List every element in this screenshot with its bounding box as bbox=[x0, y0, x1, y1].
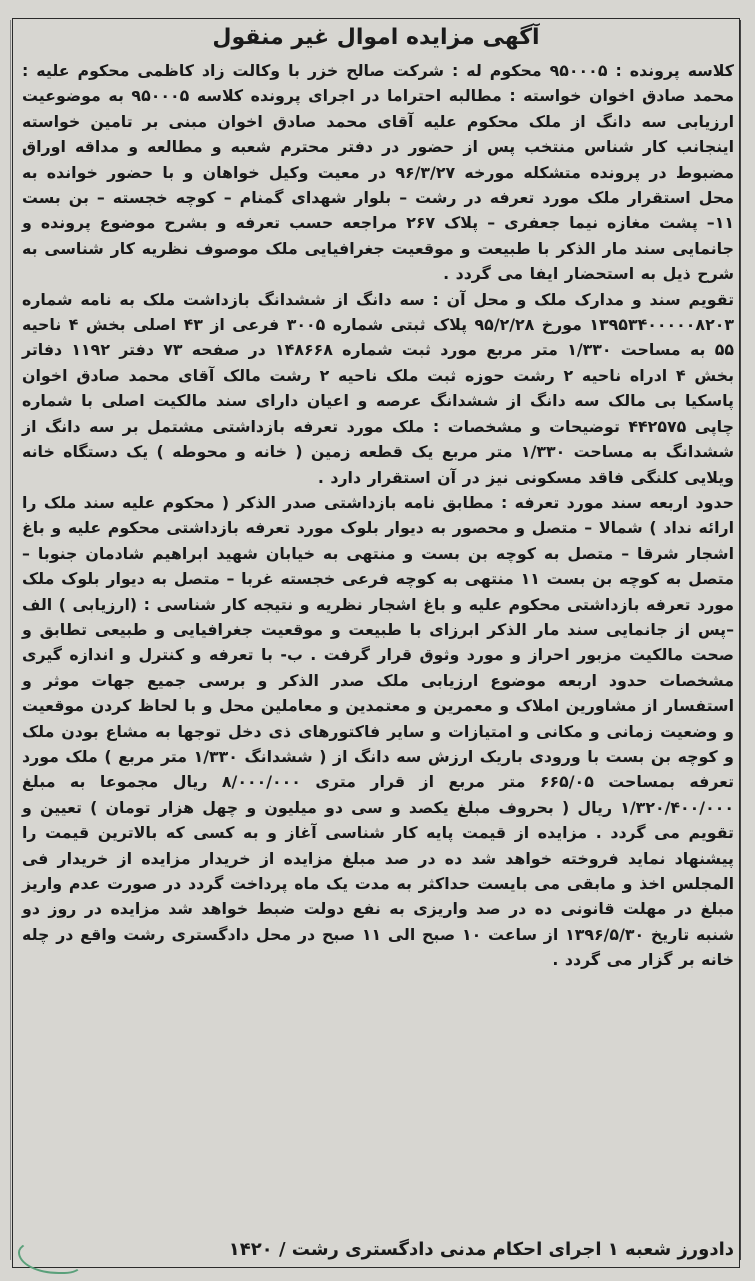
ink-mark bbox=[18, 1240, 82, 1274]
notice-paragraph-3: حدود اربعه سند مورد تعرفه : مطابق نامه بازداشتی صدر الذکر ( محکوم علیه سند ملک را ارائه نداد ) شمالا – متصل و محصور به دیوار بلوک مورد تعرفه بازداشتی محکوم علیه و باغ اشجار شرقا – متصل به کوچه بن بست و منتهی به خیابان شهید ابراهیم شادمان جنوبا – متصل به کوچه بن بست ۱۱ منتهی به کوچه فرعی خجسته غربا – متصل به دیوار بلوک ملک مورد تعرفه بازداشتی محکوم علیه و باغ اشجار نظریه و نتیجه کار شناسی : (ارزیابی ) الف –پس از جانمایی سند مار الذکر ابرزای با طبیعت و موقعیت جغرافیایی و طبیعی تطابق و صحت مالکیت مزبور احراز و مورد وثوق قرار گرفت . ب- با تعرفه و کنترل و اندازه گیری مشخصات حدود اربعه موضوع ارزیابی ملک صدر الذکر و برسی جمیع جهات موثر و استفسار از مشاورین املاک و معمرین و معتمدین و معاملین محل و با لحاظ کردن موقعیت و وضعیت زمانی و مکانی و امتیازات و سایر فاکتورهای ذی دخل توجها به مشاع بودن ملک و کوچه بن بست با ورودی باریک ارزش سه دانگ از ( ششدانگ ۱/۳۳۰ متر مربع ) ملک مورد تعرفه بمساحت ۶۶۵/۰۵ متر مربع از قرار متری ۸/۰۰۰/۰۰۰ ریال مجموعا به مبلغ ۱/۳۲۰/۴۰۰/۰۰۰ ریال ( بحروف مبلغ یکصد و سی دو میلیون و چهل هزار تومان ) تعیین و تقویم می گردد . مزایده از قیمت پایه کار شناسی آغاز و به کسی که بالاترین قیمت را پیشنهاد نماید فروخته خواهد شد ده در صد مبلغ مزایده از خریدار مزایده از خریدار فی المجلس اخذ و مابقی می بایست حداکثر به مدت یک ماه پرداخت گردد در صورت عدم واریز مبلغ در مهلت قانونی ده در صد واریزی به نفع دولت ضبط خواهد شد مزایده در روز دو شنبه تاریخ ۱۳۹۶/۵/۳۰ از ساعت ۱۰ صبح الی ۱۱ صبح در محل دادگستری رشت واقع در چله خانه بر گزار می گردد . bbox=[22, 492, 735, 970]
notice-paragraph-1: کلاسه پرونده : ۹۵۰۰۰۵ محکوم له : شرکت صالح خزر با وکالت زاد کاظمی محکوم علیه : محمد صادق اخوان خواسته : مطالبه احتراما در اجرای پرونده کلاسه ۹۵۰۰۰۵ به موضوعیت ارزیابی سه دانگ از ملک محکوم علیه آقای محمد صادق اخوان مبنی بر تامین خواسته اینجانب کار شناس منتخب پس از حضور در دفتر محترم شعبه و مطالعه و مداقه اوراق مضبوط در پرونده متشکله مورخه ۹۶/۳/۲۷ در معیت وکیل خواهان و با حضور خوانده به محل استقرار ملک مورد تعرفه در رشت – بلوار شهدای گمنام – کوچه خجسته – بن بست ۱۱– پشت مغازه نیما جعفری – پلاک ۲۶۷ مراجعه حسب تعرفه و بشرح موضوع پرونده و جانمایی سند مار الذکر با طبیعت و موقعیت جغرافیایی ملک موصوف نظریه کار شناسی به شرح ذیل به استحضار ایفا می گردد . bbox=[22, 61, 734, 284]
right-column-edge bbox=[740, 20, 755, 1260]
notice-signature: دادورز شعبه ۱ اجرای احکام مدنی دادگستری رشت / ۱۴۲۰ bbox=[228, 1239, 734, 1260]
notice-paragraph-2: تقویم سند و مدارک ملک و محل آن : سه دانگ از ششدانگ بازداشت ملک به نامه شماره ۱۳۹۵۳۴۰۰۰۰۰۸۲۰۳ مورخ ۹۵/۲/۲۸ پلاک ثبتی شماره ۳۰۰۵ فرعی از ۴۳ اصلی بخش ۴ ناحیه ۵۵ به مساحت ۱/۳۳۰ متر مربع مورد ثبت شماره ۱۴۸۶۶۸ در صفحه ۷۳ دفتر ۱۱۹۲ دفاتر بخش ۴ ادراه ناحیه ۲ رشت حوزه ثبت ملک ناحیه ۲ رشت مالک آقای محمد صادق اخوان پاسکیا بی مالک سه دانگ از ششدانگ عرصه و اعیان دارای سند مالکیت اصلی با شماره چاپی ۴۴۲۵۷۵ توضیحات و مشخصات : ملک مورد تعرفه بازداشتی مشتمل بر سه دانگ از ششدانگ به مساحت ۱/۳۳۰ متر مربع یک قطعه زمین ( خانه و محوطه ) یک دستگاه خانه ویلایی کلنگی فاقد مسکونی نیز در آن استقرار دارد . bbox=[22, 289, 734, 487]
notice-title: آگهی مزایده اموال غیر منقول bbox=[212, 25, 540, 50]
notice-body bbox=[22, 58, 734, 973]
left-column-edge bbox=[0, 20, 11, 1260]
